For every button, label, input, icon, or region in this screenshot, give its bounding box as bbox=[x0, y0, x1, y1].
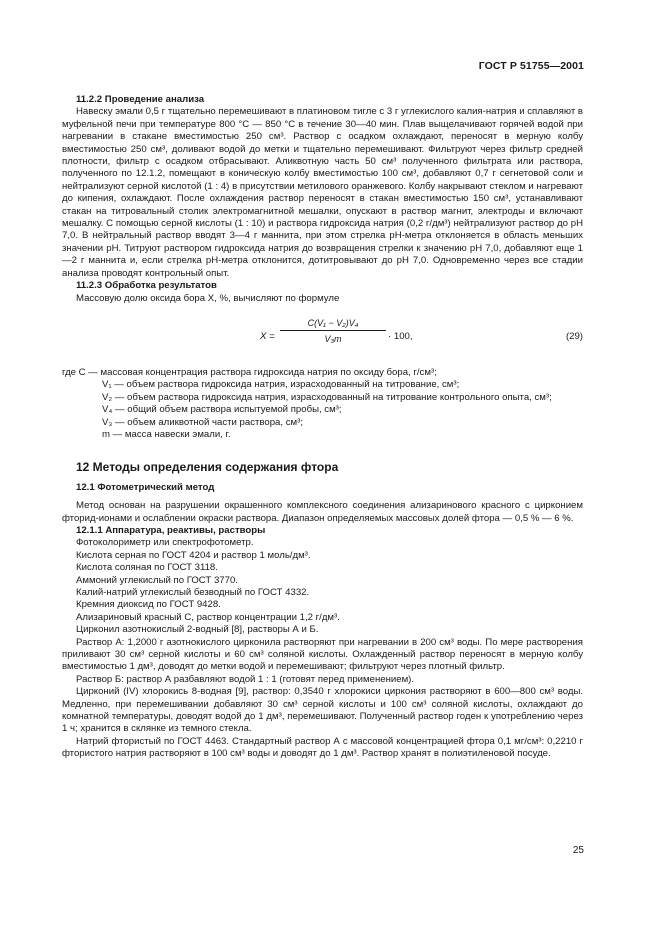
paragraph-solution-b: Раствор Б: раствор А разбавляют водой 1 : 1 (готовят перед применением). bbox=[76, 673, 415, 685]
formula-tail: · 100, bbox=[388, 330, 413, 342]
page-number: 25 bbox=[572, 845, 584, 856]
list-item: Калий-натрий углекислый безводный по ГОСТ 4332. bbox=[76, 587, 310, 598]
formula-intro: Массовую долю оксида бора X, %, вычисляют по формуле bbox=[76, 292, 340, 304]
list-item: Фотоколориметр или спектрофотометр. bbox=[76, 537, 254, 549]
paragraph-method: Метод основан на разрушении окрашенного комплексного соединения ализаринового красного с цирконием фторид-ионами и ослаблении окраски раствора. Диапазон определяемых массовых долей фтора — 0,5 % — 6 %. bbox=[62, 500, 583, 524]
section-heading-12-1-1: 12.1.1 Аппаратура, реактивы, растворы bbox=[76, 524, 266, 536]
paragraph-zirconium: Цирконий (IV) хлорокись 8-водная [9], раствор: 0,3540 г хлорокиси циркония растворяют в 600—800 см³ воды. Медленно, при перемешивании добавляют 30 см³ серной кислоты и 100 см³ соляной кислоты, охлаждают до комнатной температуры, доводят водой до 1 дм³, перемешивают. Полученный раствор годен к употреблению через 1 ч; хранится в склянке из темного стекла. bbox=[62, 686, 583, 735]
paragraph-analysis: Навеску эмали 0,5 г тщательно перемешивают в платиновом тигле с 3 г углекислого калия-натрия и сплавляют в муфельной печи при температуре 800 °С — 850 °С в течение 30—40 мин. Плав выщелачивают горячей водой при нагревании в стакане вместимостью 250 см³. Раствор с осадком охлаждают, переносят в мерную колбу вместимостью 250 см³, доливают водой до метки и тщательно перемешивают. Фильтруют через фильтр средней плотности, фильтр с осадком отбрасывают. Аликвотную часть 50 см³ полученного фильтрата или раствора, полученного по 12.1.2, помещают в коническую колбу вместимостью 100 см³, добавляют 0,7 г сегнетовой соли и нейтрализуют серной кислотой (1 : 4) в присутствии метилового оранжевого. Колбу накрывают стеклом и нагревают до кипения, охлаждают. После охлаждения раствор переносят в стакан вместимостью 150 см³, устанавливают стакан на титровальный столик электромагнитной мешалки, опускают в раствор магнит, электроды и включают мешалку. С помощью серной кислоты (1 : 10) и раствора гидроксида натрия (0,2 г/дм³) нейтрализуют раствор до рН 7,0. В нейтральный раствор вводят 3—4 г маннита, при этом стрелка рН-метра отклоняется в область меньших значении рН. Титруют раствором гидроксида натрия до возвращения стрелки к значению рН 7,0, добавляют еще 1—2 г маннита и, если стрелка рН-метра отклонится, дотитровывают до рН 7,0. Одновременно через все стадии анализа проводят контрольный опыт. bbox=[62, 106, 583, 279]
list-item: Ализариновый красный С, раствор концентрации 1,2 г/дм³. bbox=[76, 611, 340, 623]
section-heading-12-1: 12.1 Фотометрический метод bbox=[76, 481, 215, 493]
section-heading-11-2-2: 11.2.2 Проведение анализа bbox=[76, 94, 205, 105]
formula-number: (29) bbox=[565, 330, 583, 342]
definition-v2: V₂ — объем раствора гидроксида натрия, израсходованный на титрование контрольного опыта, см³; bbox=[102, 391, 552, 403]
formula-29 bbox=[62, 313, 583, 361]
definition-v3: V₃ — объем аликвотной части раствора, см³; bbox=[102, 416, 303, 428]
paragraph-solution-a: Раствор А: 1,2000 г азотнокислого цирконила растворяют при нагревании в 200 см³ воды. По мере растворения приливают 30 см³ серной кислоты и 60 см³ соляной кислоты. Охлажденный раствор переносят в мерную колбу вместимостью 1 дм³, доводят до метки водой и перемешивают; фильтруют через плотный фильтр. bbox=[62, 636, 583, 673]
page-body bbox=[62, 94, 583, 761]
list-item: Кислота соляная по ГОСТ 3118. bbox=[76, 562, 218, 574]
formula-lhs: X = bbox=[260, 330, 275, 342]
list-item: Кислота серная по ГОСТ 4204 и раствор 1 моль/дм³. bbox=[76, 549, 311, 561]
formula-numerator: C(V₁ − V₂)V₄ bbox=[280, 317, 386, 331]
section-heading-11-2-3: 11.2.3 Обработка результатов bbox=[76, 280, 217, 292]
definition-m: m — масса навески эмали, г. bbox=[102, 428, 231, 440]
section-heading-12: 12 Методы определения содержания фтора bbox=[76, 460, 339, 475]
list-item: Кремния диоксид по ГОСТ 9428. bbox=[76, 599, 221, 611]
definition-v1: V₁ — объем раствора гидроксида натрия, израсходованный на титрование, см³; bbox=[102, 379, 460, 391]
definition-c: где C — массовая концентрация раствора гидроксида натрия по оксиду бора, г/см³; bbox=[62, 366, 437, 378]
formula-denominator: V₃m bbox=[324, 334, 342, 345]
document-header: ГОСТ Р 51755—2001 bbox=[478, 60, 584, 72]
definition-v4: V₄ — общий объем раствора испытуемой пробы, см³; bbox=[102, 404, 342, 416]
variable-definitions bbox=[62, 367, 583, 441]
formula-fraction bbox=[280, 317, 386, 346]
list-item: Цирконил азотнокислый 2-водный [8], растворы А и Б. bbox=[76, 624, 319, 636]
reagent-list bbox=[62, 537, 583, 636]
paragraph-sodium-fluoride: Натрий фтористый по ГОСТ 4463. Стандартный раствор А с массовой концентрацией фтора 0,1 мг/см³: 0,2210 г фтористого натрия растворяют в 100 см³ воды и доводят до 1 дм³. Раствор хранят в полиэтиленовой посуде. bbox=[62, 735, 583, 760]
list-item: Аммоний углекислый по ГОСТ 3770. bbox=[76, 574, 238, 586]
